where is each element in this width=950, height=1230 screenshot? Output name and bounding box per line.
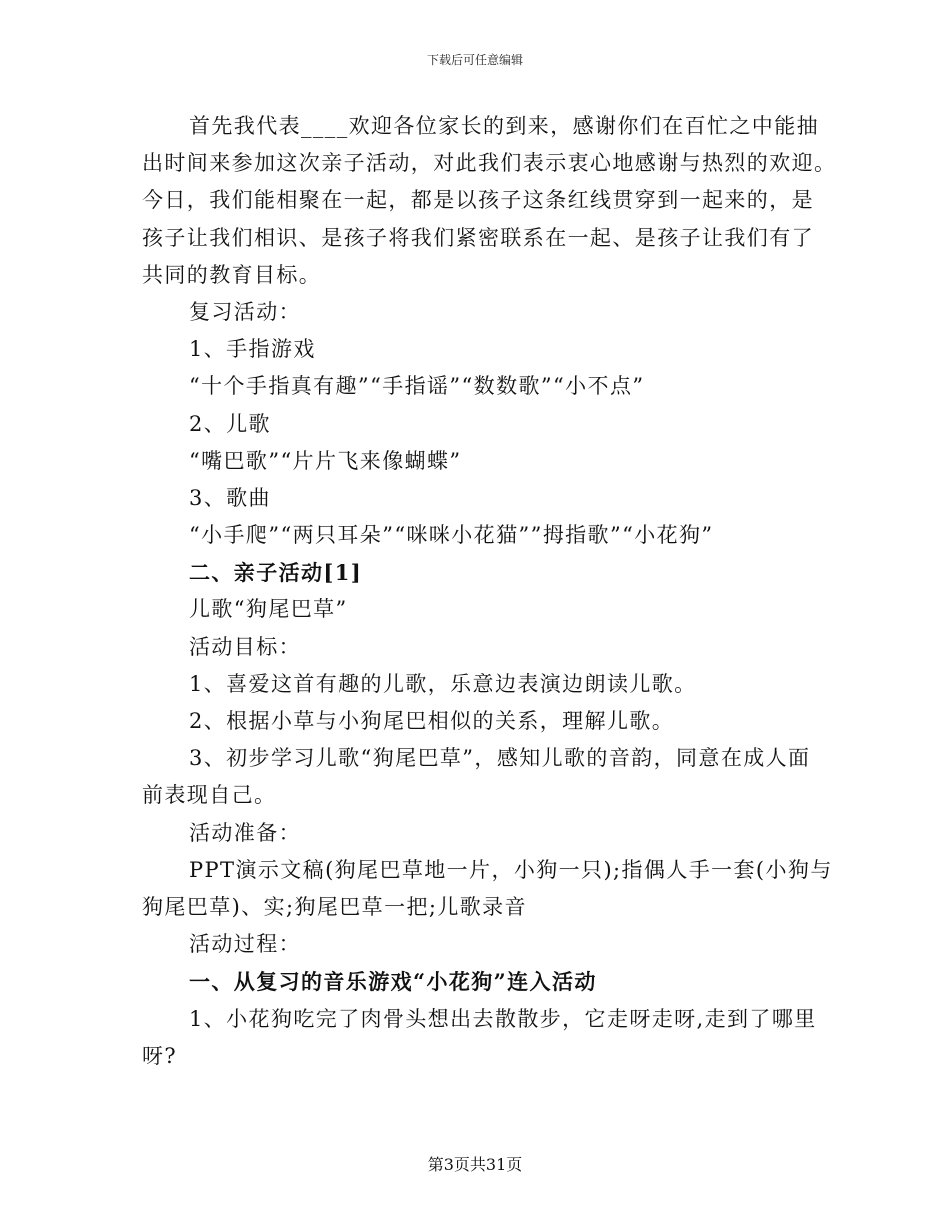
text-line: “十个手指真有趣”“手指谣”“数数歌”“小不点” [189,374,645,399]
text-line: 前表现自己。 [142,783,277,808]
text-line: 首先我代表____欢迎各位家长的到来，感谢你们在百忙之中能抽 [189,114,819,138]
text-line: 孩子让我们相识、是孩子将我们紧密联系在一起、是孩子让我们有了 [142,225,814,250]
list-item: 3、歌曲 [189,485,271,510]
page-header: 下载后可任意编辑 [426,53,523,67]
document-body [142,108,837,1075]
text-line: 狗尾巴草)、实;狗尾巴草一把;儿歌录音 [142,894,527,919]
section-label: 复习活动： [189,299,301,324]
list-item: 1、手指游戏 [189,337,316,362]
text-line: 今日，我们能相聚在一起，都是以孩子这条红线贯穿到一起来的，是 [142,188,814,213]
list-item: 1、小花狗吃完了肉骨头想出去散散步，它走呀走呀,走到了哪里 [189,1006,817,1031]
section-label: 活动过程： [189,932,301,957]
text-line: PPT演示文稿(狗尾巴草地一片，小狗一只);指偶人手一套(小狗与 [189,857,833,882]
section-label: 活动目标： [189,634,301,659]
page-footer: 第3页共31页 [427,1155,523,1174]
list-item: 1、喜爱这首有趣的儿歌，乐意边表演边朗读儿歌。 [189,671,697,696]
section-label: 活动准备： [189,820,301,845]
section-heading: 二、亲子活动[1] [189,560,363,586]
text-line: 儿歌“狗尾巴草” [189,597,348,622]
list-item: 2、根据小草与小狗尾巴相似的关系，理解儿歌。 [189,709,675,733]
section-heading: 一、从复习的音乐游戏“小花狗”连入活动 [189,969,597,995]
text-line: 共同的教育目标。 [142,262,322,287]
text-line: 呀? [142,1043,178,1068]
text-line: “嘴巴歌”“片片飞来像蝴蝶” [189,448,462,473]
list-item: 2、儿歌 [189,411,271,436]
text-line: 出时间来参加这次亲子活动，对此我们表示衷心地感谢与热烈的欢迎。 [142,151,837,176]
text-line: “小手爬”“两只耳朵”“咪咪小花猫””拇指歌”“小花狗” [189,523,714,548]
list-item: 3、初步学习儿歌“狗尾巴草”，感知儿歌的音韵，同意在成人面 [189,746,811,771]
